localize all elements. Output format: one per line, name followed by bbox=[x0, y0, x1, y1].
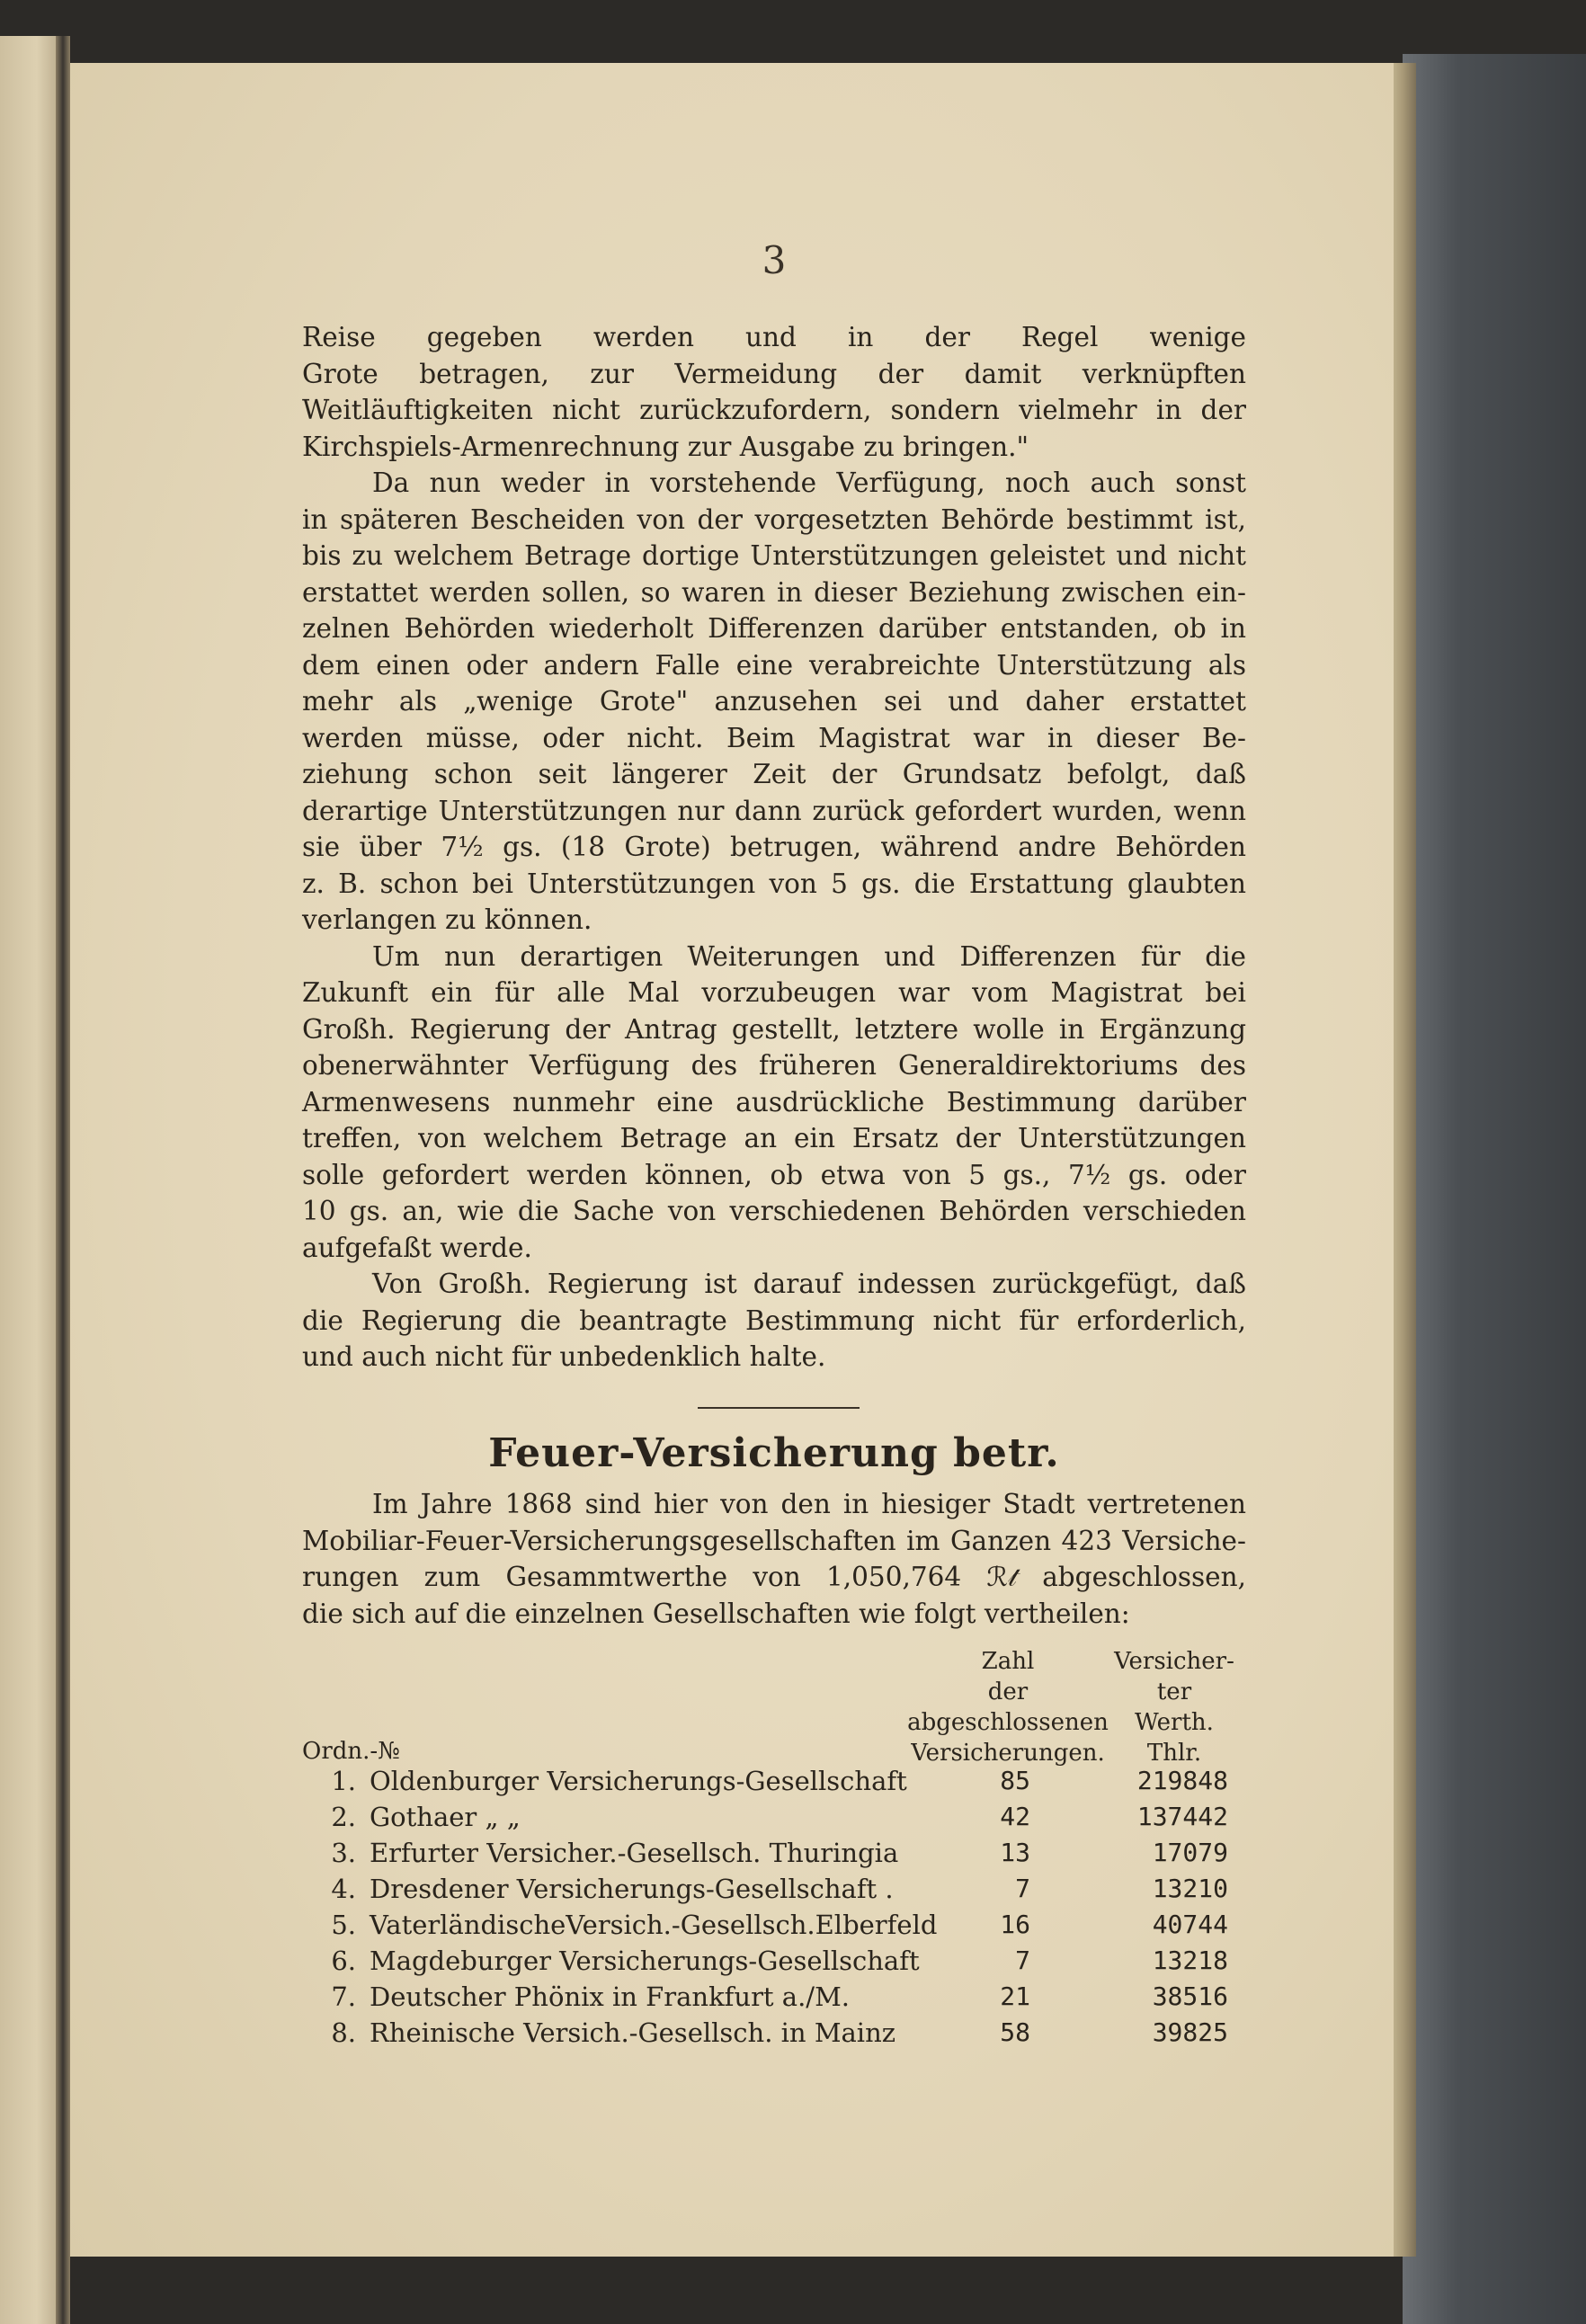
insurance-count: 58 bbox=[1000, 2017, 1030, 2047]
section-intro bbox=[302, 1486, 1246, 1632]
ordn-column-header: Ordn.-№ bbox=[302, 1738, 400, 1765]
column-header-line: abgeschlossenen bbox=[907, 1709, 1109, 1736]
text-line: Um nun derartigen Weiterungen und Differenzen für die bbox=[372, 940, 1246, 972]
table-row bbox=[302, 1979, 1246, 2015]
company-name: Dresdener Versicherungs-Gesellschaft . bbox=[370, 1874, 894, 1904]
text-line: Da nun weder in vorstehende Verfügung, noch auch sonst bbox=[372, 467, 1246, 498]
text-line: Zukunft ein für alle Mal vorzubeugen war vom Magistrat bei bbox=[302, 977, 1246, 1008]
text-line: zelnen Behörden wiederholt Differenzen darüber entstanden, ob in bbox=[302, 613, 1246, 644]
insured-value: 219848 bbox=[1136, 1766, 1228, 1795]
book-page bbox=[70, 63, 1394, 2257]
insurance-count: 21 bbox=[1000, 1981, 1030, 2011]
text-line: 10 gs. an, wie die Sache von verschiedenen Behörden verschieden bbox=[302, 1196, 1246, 1226]
row-number: 8. bbox=[331, 2017, 356, 2048]
book-cover-board bbox=[1403, 54, 1586, 2324]
text-line: Armenwesens nunmehr eine ausdrückliche Bestimmung darüber bbox=[302, 1086, 1246, 1117]
insurance-count: 85 bbox=[1000, 1766, 1030, 1795]
section-heading: Feuer-Versicherung betr. bbox=[488, 1430, 1060, 1476]
row-number: 3. bbox=[331, 1838, 356, 1868]
insured-value: 13218 bbox=[1152, 1946, 1228, 1975]
text-line: obenerwähnter Verfügung des früheren Generaldirektoriums des bbox=[302, 1050, 1246, 1081]
text-line: derartige Unterstützungen nur dann zurück gefordert wurden, wenn bbox=[302, 795, 1246, 826]
text-line: und auch nicht für unbedenklich halte. bbox=[302, 1341, 826, 1372]
text-line: die Regierung die beantragte Bestimmung nicht für erforderlich, bbox=[302, 1304, 1246, 1336]
insurance-table bbox=[302, 1763, 1246, 2051]
company-name: Deutscher Phönix in Frankfurt a./M. bbox=[370, 1981, 850, 2012]
text-line: Kirchspiels-Armenrechnung zur Ausgabe zu bringen." bbox=[302, 431, 1029, 462]
column-header-line: der bbox=[987, 1678, 1029, 1705]
insurance-count: 42 bbox=[1000, 1802, 1030, 1831]
insurance-count: 7 bbox=[1015, 1946, 1030, 1975]
text-line: werden müsse, oder nicht. Beim Magistrat war in dieser Be- bbox=[302, 722, 1246, 753]
insurance-count: 13 bbox=[1000, 1838, 1030, 1867]
company-name: VaterländischeVersich.-Gesellsch.Elberfeld bbox=[370, 1910, 938, 1940]
section-divider bbox=[698, 1407, 860, 1409]
text-line: erstattet werden sollen, so waren in dieser Beziehung zwischen ein- bbox=[302, 576, 1246, 608]
insured-value: 39825 bbox=[1152, 2017, 1228, 2047]
table-row bbox=[302, 1835, 1246, 1871]
table-row bbox=[302, 1943, 1246, 1979]
book-gutter bbox=[56, 36, 70, 2324]
insured-value: 38516 bbox=[1152, 1981, 1228, 2011]
table-row bbox=[302, 1871, 1246, 1907]
text-line: verlangen zu können. bbox=[302, 904, 593, 935]
insured-value: 137442 bbox=[1136, 1802, 1228, 1831]
body-text bbox=[302, 319, 1246, 1376]
company-name: Magdeburger Versicherungs-Gesellschaft bbox=[370, 1946, 920, 1976]
page-number: 3 bbox=[762, 238, 787, 282]
text-line: treffen, von welchem Betrage an ein Ersatz der Unterstützungen bbox=[302, 1123, 1246, 1153]
intro-line: rungen zum Gesammtwerthe von 1,050,764 ℛ𝓉 abgeschlossen, bbox=[302, 1562, 1246, 1592]
company-name: Rheinische Versich.-Gesellsch. in Mainz bbox=[370, 2017, 896, 2048]
text-line: Grote betragen, zur Vermeidung der damit verknüpften bbox=[302, 358, 1246, 389]
column-header-line: ter bbox=[1156, 1678, 1192, 1705]
row-number: 2. bbox=[331, 1802, 356, 1832]
text-line: solle gefordert werden können, ob etwa von 5 gs., 7½ gs. oder bbox=[302, 1159, 1246, 1190]
value-column-header bbox=[1111, 1646, 1237, 1768]
row-number: 6. bbox=[331, 1946, 356, 1976]
table-row bbox=[302, 1907, 1246, 1943]
text-line: z. B. schon bei Unterstützungen von 5 gs. die Erstattung glaubten bbox=[302, 868, 1246, 899]
insurance-count: 7 bbox=[1015, 1874, 1030, 1903]
row-number: 7. bbox=[331, 1981, 356, 2012]
company-name: Gothaer „ „ bbox=[370, 1802, 521, 1832]
text-line: Weitläuftigkeiten nicht zurückzufordern, sondern vielmehr in der bbox=[302, 395, 1246, 425]
text-line: sie über 7½ gs. (18 Grote) betrugen, während andre Behörden bbox=[302, 832, 1246, 862]
table-row bbox=[302, 1799, 1246, 1835]
count-column-header bbox=[895, 1646, 1120, 1768]
row-number: 5. bbox=[331, 1910, 356, 1940]
company-name: Erfurter Versicher.-Gesellsch. Thuringia bbox=[370, 1838, 899, 1868]
text-line: aufgefaßt werde. bbox=[302, 1232, 532, 1263]
intro-line: Mobiliar-Feuer-Versicherungsgesellschaften im Ganzen 423 Versiche- bbox=[302, 1525, 1246, 1556]
column-header-line: Versicher- bbox=[1114, 1648, 1234, 1675]
intro-line: Im Jahre 1868 sind hier von den in hiesiger Stadt vertretenen bbox=[372, 1489, 1246, 1519]
column-header-line: Werth. bbox=[1135, 1709, 1214, 1736]
table-row bbox=[302, 2015, 1246, 2051]
table-header bbox=[302, 1634, 1246, 1768]
company-name: Oldenburger Versicherungs-Gesellschaft bbox=[370, 1766, 907, 1796]
text-line: in späteren Bescheiden von der vorgesetzten Behörde bestimmt ist, bbox=[302, 503, 1246, 535]
text-line: Reise gegeben werden und in der Regel wenige bbox=[302, 322, 1246, 352]
row-number: 4. bbox=[331, 1874, 356, 1904]
text-line: ziehung schon seit längerer Zeit der Grundsatz befolgt, daß bbox=[302, 759, 1246, 789]
column-header-line: Zahl bbox=[981, 1648, 1035, 1675]
intro-line: die sich auf die einzelnen Gesellschaften wie folgt vertheilen: bbox=[302, 1598, 1130, 1629]
column-header-line: Thlr. bbox=[1146, 1740, 1202, 1767]
insured-value: 40744 bbox=[1152, 1910, 1228, 1939]
text-line: dem einen oder andern Falle eine verabreichte Unterstützung als bbox=[302, 649, 1246, 681]
insured-value: 17079 bbox=[1152, 1838, 1228, 1867]
text-line: mehr als „wenige Grote" anzusehen sei und daher erstattet bbox=[302, 686, 1246, 717]
text-line: bis zu welchem Betrage dortige Unterstützungen geleistet und nicht bbox=[302, 540, 1246, 571]
facing-page-edge bbox=[0, 36, 61, 2324]
table-row bbox=[302, 1763, 1246, 1799]
insurance-count: 16 bbox=[1000, 1910, 1030, 1939]
row-number: 1. bbox=[331, 1766, 356, 1796]
text-line: Großh. Regierung der Antrag gestellt, letztere wolle in Ergänzung bbox=[302, 1013, 1246, 1045]
column-header-line: Versicherungen. bbox=[911, 1740, 1105, 1767]
insured-value: 13210 bbox=[1152, 1874, 1228, 1903]
text-line: Von Großh. Regierung ist darauf indessen zurückgefügt, daß bbox=[372, 1269, 1246, 1299]
